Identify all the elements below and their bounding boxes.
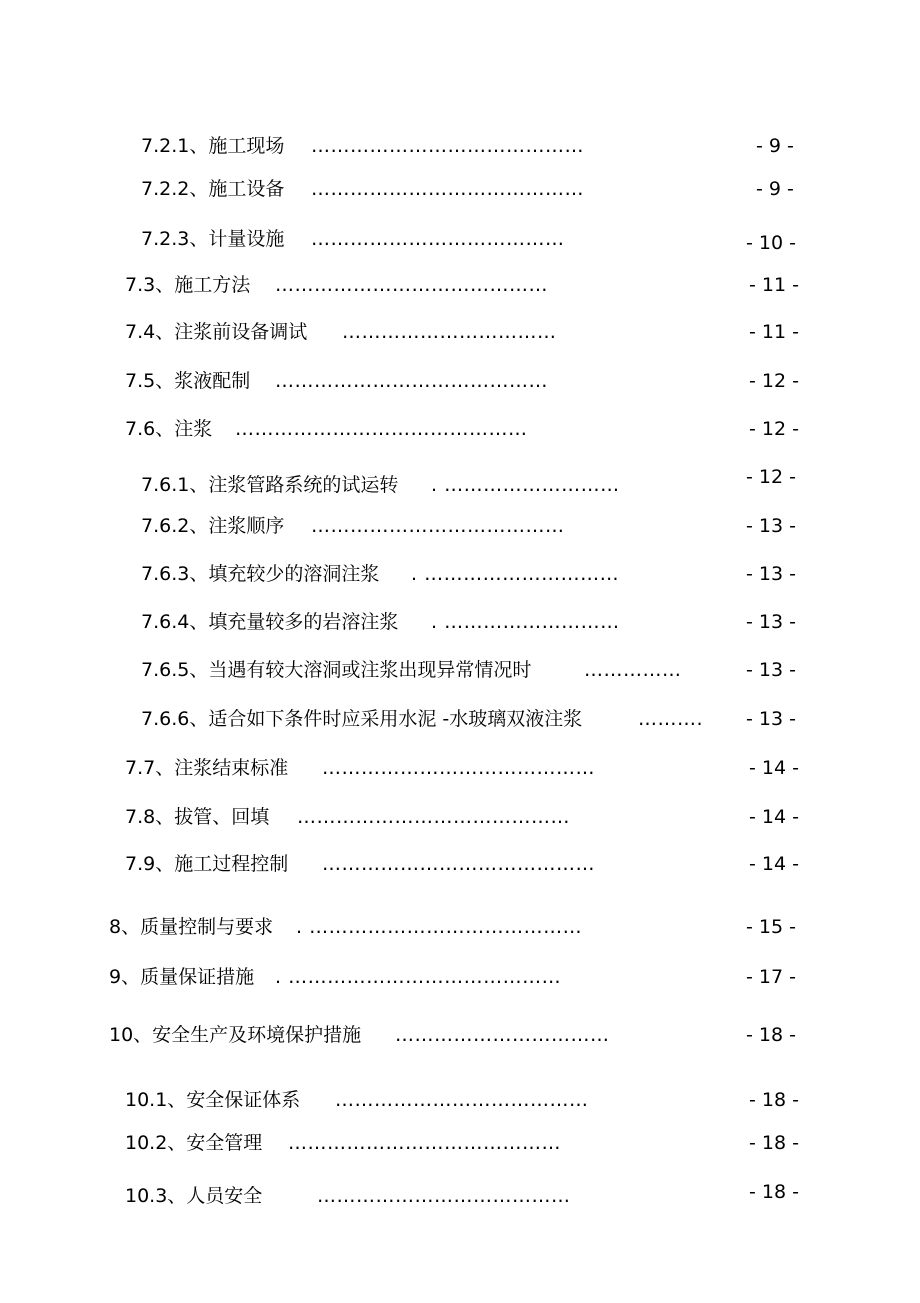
toc-page-number: - 13 - bbox=[746, 563, 796, 585]
toc-leader-dots: …………………………………… bbox=[288, 1132, 561, 1154]
toc-entry-7-2-3[interactable] bbox=[141, 225, 811, 253]
toc-leader-dots: . ……………………… bbox=[431, 611, 620, 633]
toc-page-number: - 9 - bbox=[756, 135, 794, 157]
toc-entry-label: 7.7、注浆结束标准 bbox=[125, 757, 289, 779]
toc-leader-dots: …………………………………… bbox=[311, 135, 584, 157]
toc-entry-label: 10.3、人员安全 bbox=[125, 1185, 263, 1207]
toc-entry-7-6-4[interactable] bbox=[141, 608, 811, 636]
toc-page-number: - 18 - bbox=[749, 1089, 799, 1111]
toc-leader-dots: . …………………………………… bbox=[275, 966, 562, 988]
toc-leader-dots: …………………………… bbox=[395, 1024, 610, 1046]
toc-entry-label: 8、质量控制与要求 bbox=[109, 916, 274, 938]
toc-entry-label: 7.6.4、填充量较多的岩溶注浆 bbox=[141, 611, 399, 633]
toc-leader-dots: ………………………………… bbox=[311, 515, 565, 537]
toc-entry-7-5[interactable] bbox=[125, 367, 820, 395]
toc-entry-label: 7.2.3、计量设施 bbox=[141, 228, 285, 250]
toc-page-number: - 10 - bbox=[746, 232, 796, 254]
toc-entry-label: 7.6.3、填充较少的溶洞注浆 bbox=[141, 563, 380, 585]
toc-page-number: - 11 - bbox=[749, 274, 799, 296]
toc-entry-label: 10.1、安全保证体系 bbox=[125, 1089, 301, 1111]
toc-entry-9[interactable] bbox=[109, 963, 809, 991]
toc-entry-label: 7.6.6、适合如下条件时应采用水泥 -水玻璃双液注浆 bbox=[141, 708, 583, 730]
toc-entry-label: 9、质量保证措施 bbox=[109, 966, 255, 988]
toc-entry-7-6-1[interactable] bbox=[141, 466, 811, 499]
toc-leader-dots: …………………………………… bbox=[297, 806, 570, 828]
toc-page-number: - 12 - bbox=[749, 418, 799, 440]
toc-entry-label: 7.6.2、注浆顺序 bbox=[141, 515, 285, 537]
toc-entry-label: 10、安全生产及环境保护措施 bbox=[109, 1024, 362, 1046]
toc-entry-label: 7.5、浆液配制 bbox=[125, 370, 251, 392]
toc-entry-10-1[interactable] bbox=[125, 1086, 820, 1114]
toc-leader-dots: ………. bbox=[638, 708, 704, 730]
toc-leader-dots: . ……………………… bbox=[431, 474, 620, 496]
toc-page-number: - 15 - bbox=[746, 916, 796, 938]
toc-leader-dots: ………………………………… bbox=[317, 1185, 571, 1207]
toc-leader-dots: …………………………………… bbox=[322, 853, 595, 875]
toc-entry-7-7[interactable] bbox=[125, 754, 820, 782]
toc-leader-dots: …………………………………… bbox=[311, 178, 584, 200]
toc-entry-7-6-5[interactable] bbox=[141, 656, 811, 684]
toc-entry-7-9[interactable] bbox=[125, 850, 820, 878]
toc-leader-dots: . ………………………… bbox=[411, 563, 620, 585]
toc-leader-dots: ………………………………… bbox=[311, 228, 565, 250]
toc-page-number: - 11 - bbox=[749, 321, 799, 343]
toc-page-number: - 18 - bbox=[746, 1024, 796, 1046]
toc-entry-label: 7.6、注浆 bbox=[125, 418, 213, 440]
toc-page-number: - 14 - bbox=[749, 806, 799, 828]
toc-entry-7-2-2[interactable] bbox=[141, 175, 811, 203]
toc-entry-label: 7.9、施工过程控制 bbox=[125, 853, 289, 875]
toc-page-number: - 18 - bbox=[749, 1132, 799, 1154]
toc-entry-7-2-1[interactable] bbox=[141, 132, 811, 160]
toc-page-number: - 14 - bbox=[749, 757, 799, 779]
toc-entry-7-6[interactable] bbox=[125, 415, 820, 443]
toc-page-number: - 13 - bbox=[746, 611, 796, 633]
toc-page-number: - 17 - bbox=[746, 966, 796, 988]
toc-page-number: - 9 - bbox=[756, 178, 794, 200]
toc-entry-label: 7.8、拔管、回填 bbox=[125, 806, 270, 828]
toc-entry-10-3[interactable] bbox=[125, 1182, 820, 1210]
toc-entry-label: 10.2、安全管理 bbox=[125, 1132, 263, 1154]
toc-entry-label: 7.3、施工方法 bbox=[125, 274, 251, 296]
toc-leader-dots: ……………………………………… bbox=[235, 418, 528, 440]
toc-page-number: - 13 - bbox=[746, 515, 796, 537]
toc-leader-dots: . …………………………………… bbox=[296, 916, 583, 938]
toc-page-number: - 13 - bbox=[746, 708, 796, 730]
toc-page-number: - 12 - bbox=[746, 466, 796, 488]
toc-page-number: - 18 - bbox=[749, 1181, 799, 1203]
toc-entry-10-2[interactable] bbox=[125, 1129, 820, 1157]
toc-leader-dots: …………… bbox=[584, 659, 682, 681]
toc-entry-7-8[interactable] bbox=[125, 803, 820, 831]
toc-page-number: - 14 - bbox=[749, 853, 799, 875]
toc-entry-label: 7.4、注浆前设备调试 bbox=[125, 321, 308, 343]
toc-leader-dots: …………………………………… bbox=[275, 274, 548, 296]
toc-entry-7-4[interactable] bbox=[125, 318, 820, 346]
toc-entry-7-6-2[interactable] bbox=[141, 512, 811, 540]
toc-entry-label: 7.6.1、注浆管路系统的试运转 bbox=[141, 474, 399, 496]
toc-entry-7-6-3[interactable] bbox=[141, 560, 811, 588]
toc-leader-dots: …………………………………… bbox=[275, 370, 548, 392]
toc-page-number: - 13 - bbox=[746, 659, 796, 681]
toc-entry-7-6-6[interactable] bbox=[141, 705, 811, 733]
toc-entry-label: 7.2.2、施工设备 bbox=[141, 178, 285, 200]
toc-leader-dots: …………………………………… bbox=[322, 757, 595, 779]
toc-leader-dots: …………………………… bbox=[342, 321, 557, 343]
toc-leader-dots: ………………………………… bbox=[335, 1089, 589, 1111]
toc-entry-label: 7.2.1、施工现场 bbox=[141, 135, 285, 157]
toc-page-number: - 12 - bbox=[749, 370, 799, 392]
toc-entry-8[interactable] bbox=[109, 913, 809, 941]
toc-entry-label: 7.6.5、当遇有较大溶洞或注浆出现异常情况时 bbox=[141, 659, 532, 681]
toc-entry-7-3[interactable] bbox=[125, 271, 820, 299]
toc-entry-10[interactable] bbox=[109, 1021, 809, 1049]
